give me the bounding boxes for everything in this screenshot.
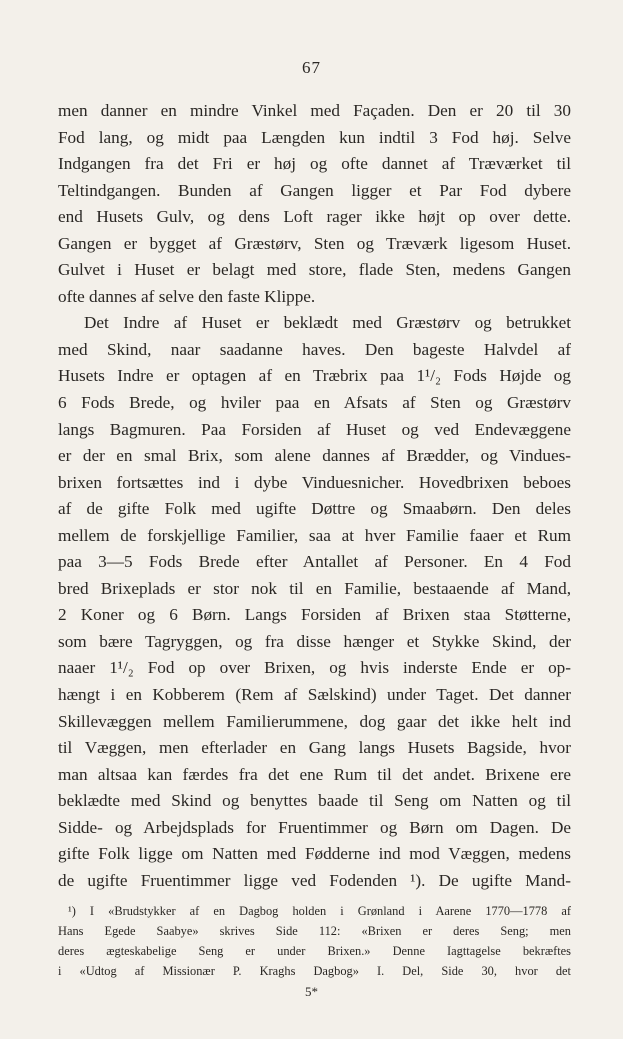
body-text bbox=[58, 98, 571, 894]
text-line: end Husets Gulv, og dens Loft rager ikke højt op over dette. bbox=[58, 207, 571, 227]
footnote-line: i «Udtog af Missionær P. Kraghs Dagbog» I. Del, Side 30, hvor det bbox=[58, 964, 571, 978]
text-line: af de gifte Folk med ugifte Døttre og Smaabørn. Den deles bbox=[58, 499, 571, 519]
footnote-line: deres ægteskabelige Seng er under Brixen.» Denne Iagttagelse bekræftes bbox=[58, 944, 571, 958]
text-line: beklædte med Skind og benyttes baade til Seng om Natten og til bbox=[58, 791, 571, 811]
text-line: 2 Koner og 6 Børn. Langs Forsiden af Brixen staa Støtterne, bbox=[58, 605, 571, 625]
text-line: bred Brixeplads er stor nok til en Familie, bestaaende af Mand, bbox=[58, 578, 571, 598]
text-line: Indgangen fra det Fri er høj og ofte dannet af Træværket til bbox=[58, 154, 571, 174]
text-line: men danner en mindre Vinkel med Façaden. Den er 20 til 30 bbox=[58, 101, 571, 120]
footnote-line: ¹) I «Brudstykker af en Dagbog holden i Grønland i Aarene 1770—1778 af bbox=[68, 904, 571, 918]
text-line: 6 Fods Brede, og hviler paa en Afsats af Sten og Græstørv bbox=[58, 393, 571, 413]
text-line: mellem de forskjellige Familier, saa at hver Familie faaer et Rum bbox=[58, 525, 571, 545]
text-line: hængt i en Kobberem (Rem af Sælskind) under Taget. Det danner bbox=[58, 685, 571, 705]
text-line: naaer 1¹/₂ Fod op over Brixen, og hvis inderste Ende er op- bbox=[58, 658, 571, 678]
text-line: langs Bagmuren. Paa Forsiden af Huset og ved Endevæggene bbox=[58, 419, 571, 439]
text-line: Gulvet i Huset er belagt med store, flade Sten, medens Gangen bbox=[58, 260, 571, 280]
text-line: Husets Indre er optagen af en Træbrix paa 1¹/₂ Fods Højde og bbox=[58, 366, 571, 386]
text-line: Gangen er bygget af Græstørv, Sten og Træværk ligesom Huset. bbox=[58, 233, 571, 253]
text-line: til Væggen, men efterlader en Gang langs Husets Bagside, hvor bbox=[58, 738, 571, 758]
text-line: man altsaa kan færdes fra det ene Rum til det andet. Brixene ere bbox=[58, 764, 571, 784]
text-line: Skillevæggen mellem Familierummene, dog gaar det ikke helt ind bbox=[58, 711, 571, 731]
text-line: paa 3—5 Fods Brede efter Antallet af Personer. En 4 Fod bbox=[58, 552, 571, 572]
page-number: 67 bbox=[302, 58, 321, 77]
text-line: Det Indre af Huset er beklædt med Græstørv og betrukket bbox=[84, 313, 571, 333]
text-line: som bære Tagryggen, og fra disse hænger et Stykke Skind, der bbox=[58, 631, 571, 651]
text-line: Teltindgangen. Bunden af Gangen ligger et Par Fod dybere bbox=[58, 180, 571, 200]
footnote-line: Hans Egede Saabye» skrives Side 112: «Brixen er deres Seng; men bbox=[58, 924, 571, 938]
text-line: brixen fortsættes ind i dybe Vinduesnicher. Hovedbrixen beboes bbox=[58, 472, 571, 492]
text-line: er der en smal Brix, som alene dannes af Brædder, og Vindues- bbox=[58, 446, 571, 466]
text-line: de ugifte Fruentimmer ligge ved Fodenden ¹). De ugifte Mand- bbox=[58, 870, 571, 890]
signature-mark: 5* bbox=[305, 984, 318, 999]
text-line: Fod lang, og midt paa Længden kun indtil 3 Fod høj. Selve bbox=[58, 127, 571, 147]
footnotes bbox=[58, 901, 571, 981]
text-line: Sidde- og Arbejdsplads for Fruentimmer og Børn om Dagen. De bbox=[58, 817, 571, 837]
text-line: ofte dannes af selve den faste Klippe. bbox=[58, 286, 316, 306]
text-line: gifte Folk ligge om Natten med Fødderne ind mod Væggen, medens bbox=[58, 844, 571, 864]
text-line: med Skind, naar saadanne haves. Den bageste Halvdel af bbox=[58, 339, 571, 359]
